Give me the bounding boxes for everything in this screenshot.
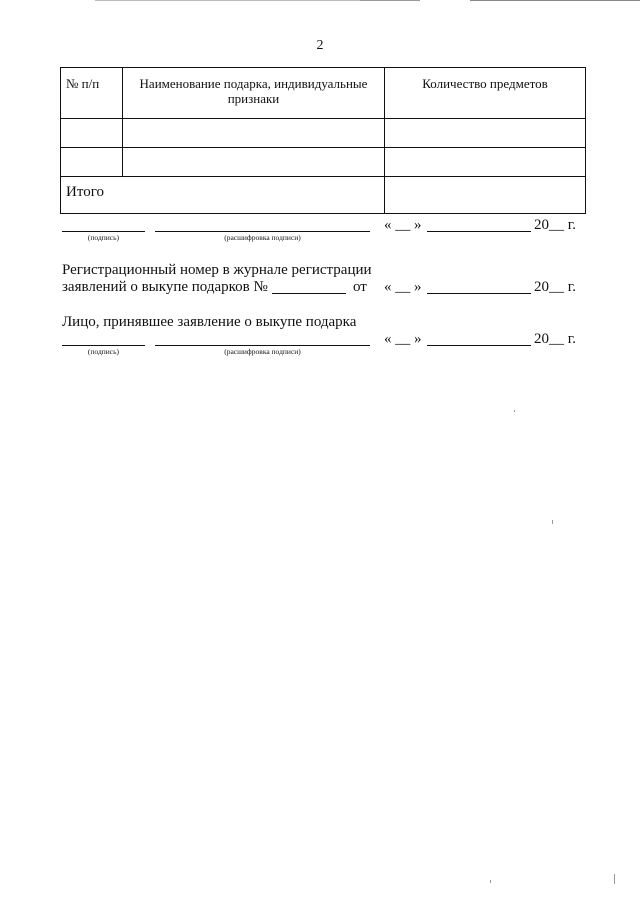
month-line: [427, 293, 531, 294]
registration-number-line: [272, 293, 346, 294]
receiver-label: Лицо, принявшее заявление о выкупе подарка: [62, 314, 357, 330]
date-field: [384, 216, 422, 234]
day-blank: __: [395, 217, 411, 233]
receiver-signature-caption: (подпись): [87, 347, 120, 356]
scan-edge: [0, 0, 640, 2]
table-row: [61, 119, 586, 148]
table-cell: [385, 119, 586, 148]
year-blank: __: [549, 279, 564, 295]
receiver-signature-line: [62, 345, 145, 346]
registration-date-field: [384, 278, 422, 296]
year-suffix: г.: [567, 279, 576, 295]
table-header-row: [61, 68, 586, 119]
day-blank: __: [395, 331, 411, 347]
year-prefix: 20: [534, 331, 549, 347]
year-suffix: г.: [567, 331, 576, 347]
registration-line2: заявлений о выкупе подарков №: [62, 279, 268, 295]
table-cell: [385, 148, 586, 177]
year-suffix: г.: [567, 217, 576, 233]
decoding-line: [155, 231, 370, 232]
gifts-table: [60, 67, 586, 214]
registration-line1: Регистрационный номер в журнале регистрации: [62, 262, 372, 278]
page-number: 2: [316, 38, 324, 53]
header-number: № п/п: [61, 68, 123, 119]
total-label: Итого: [61, 177, 385, 214]
year-prefix: 20: [534, 217, 549, 233]
signature-caption: (подпись): [87, 233, 120, 242]
year-prefix: 20: [534, 279, 549, 295]
scan-speck: [614, 874, 615, 884]
year-blank: __: [549, 217, 564, 233]
table-total-row: [61, 177, 586, 214]
day-blank: __: [395, 279, 411, 295]
table-row: [61, 148, 586, 177]
date-open-quote: «: [384, 331, 392, 347]
scan-speck: [552, 520, 553, 524]
decoding-caption: (расшифровка подписи): [224, 233, 301, 242]
table-cell: [61, 119, 123, 148]
signature-line: [62, 231, 145, 232]
header-gift-name: Наименование подарка, индивидуальные признаки: [123, 68, 385, 119]
date-open-quote: «: [384, 279, 392, 295]
header-quantity: Количество предметов: [385, 68, 586, 119]
date-close-quote: »: [414, 217, 422, 233]
date-close-quote: »: [414, 331, 422, 347]
receiver-year-field: [534, 330, 576, 348]
registration-year-field: [534, 278, 576, 296]
date-close-quote: »: [414, 279, 422, 295]
receiver-decoding-caption: (расшифровка подписи): [224, 347, 301, 356]
receiver-decoding-line: [155, 345, 370, 346]
table-cell: [123, 148, 385, 177]
date-open-quote: «: [384, 217, 392, 233]
receiver-date-field: [384, 330, 422, 348]
table-cell: [61, 148, 123, 177]
year-blank: __: [549, 331, 564, 347]
month-line: [427, 345, 531, 346]
registration-from: от: [353, 279, 367, 295]
scan-speck: [490, 880, 491, 883]
total-value: [385, 177, 586, 214]
table-cell: [123, 119, 385, 148]
month-line: [427, 231, 531, 232]
scan-speck: [514, 410, 515, 412]
year-field: [534, 216, 576, 234]
